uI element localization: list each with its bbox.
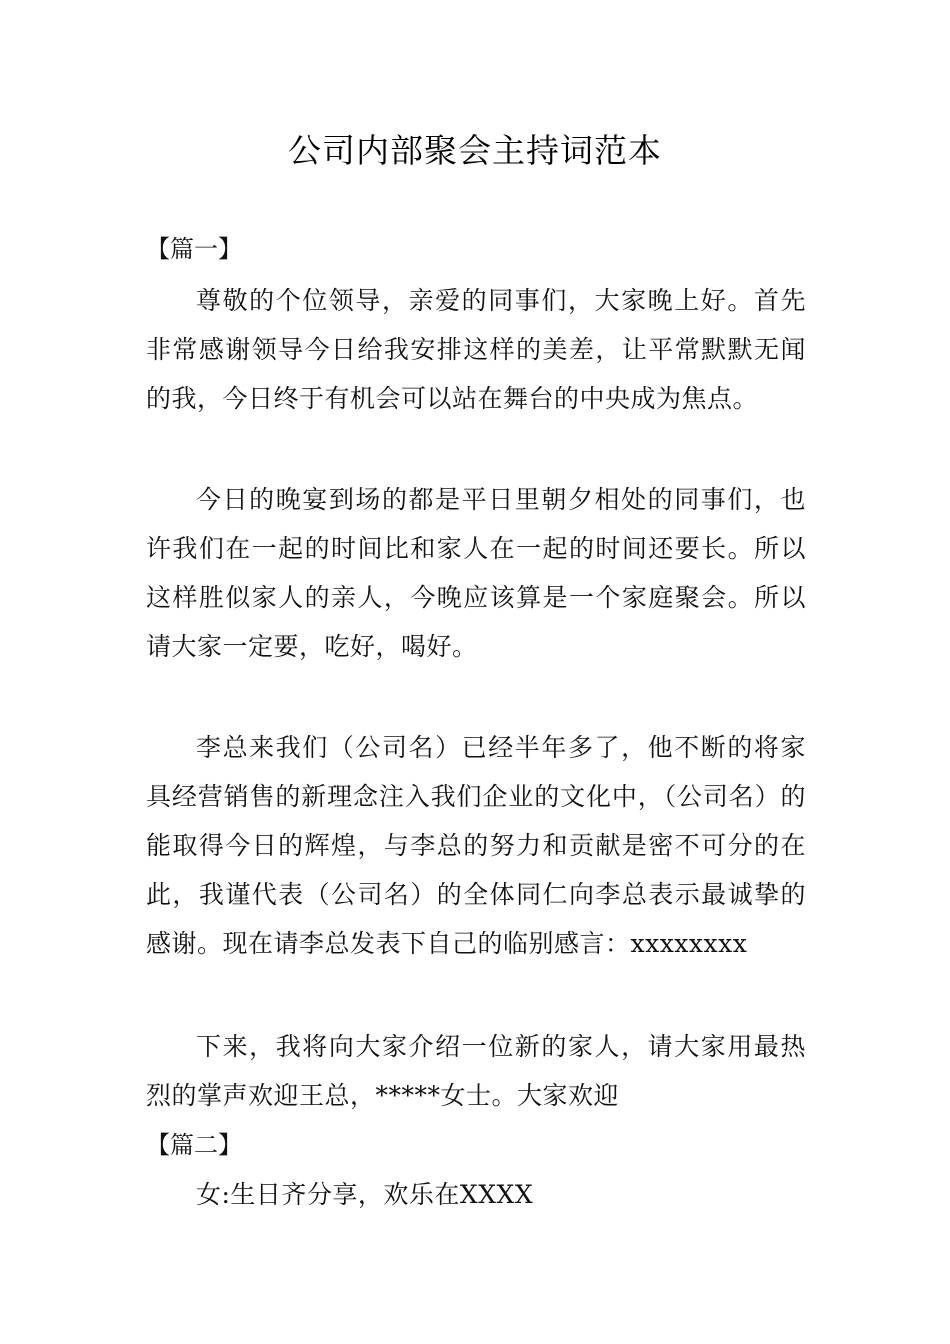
- paragraph-4: [146, 1022, 806, 1120]
- paragraph-2-text: 今日的晚宴到场的都是平日里朝夕相处的同事们，也许我们在一起的时间比和家人在一起的时间还要长。所以这样胜似家人的亲人，今晚应该算是一个家庭聚会。所以请大家一定要，吃好，喝好。: [146, 485, 806, 661]
- section-label-1: 【篇一】: [146, 235, 242, 263]
- section-2-line-text: 女:生日齐分享，欢乐在XXXX: [196, 1180, 534, 1209]
- section-2-line: [146, 1170, 806, 1219]
- paragraph-1: [146, 276, 806, 423]
- paragraph-3-text: 李总来我们（公司名）已经半年多了，他不断的将家具经营销售的新理念注入我们企业的文化中，（公司名）的能取得今日的辉煌，与李总的努力和贡献是密不可分的在此，我谨代表（公司名）的全体同仁向李总表示最诚挚的感谢。现在请李总发表下自己的临别感言：xxxxxxxx: [146, 733, 806, 958]
- paragraph-1-text: 尊敬的个位领导，亲爱的同事们，大家晚上好。首先非常感谢领导今日给我安排这样的美差，让平常默默无闻的我，今日终于有机会可以站在舞台的中央成为焦点。: [146, 286, 806, 413]
- paragraph-2: [146, 475, 806, 671]
- document-title: 公司内部聚会主持词范本: [288, 131, 662, 170]
- section-label-2: 【篇二】: [146, 1131, 242, 1159]
- paragraph-4-text: 下来，我将向大家介绍一位新的家人，请大家用最热烈的掌声欢迎王总，*****女士。大家欢迎: [146, 1032, 806, 1110]
- paragraph-3: [146, 723, 806, 968]
